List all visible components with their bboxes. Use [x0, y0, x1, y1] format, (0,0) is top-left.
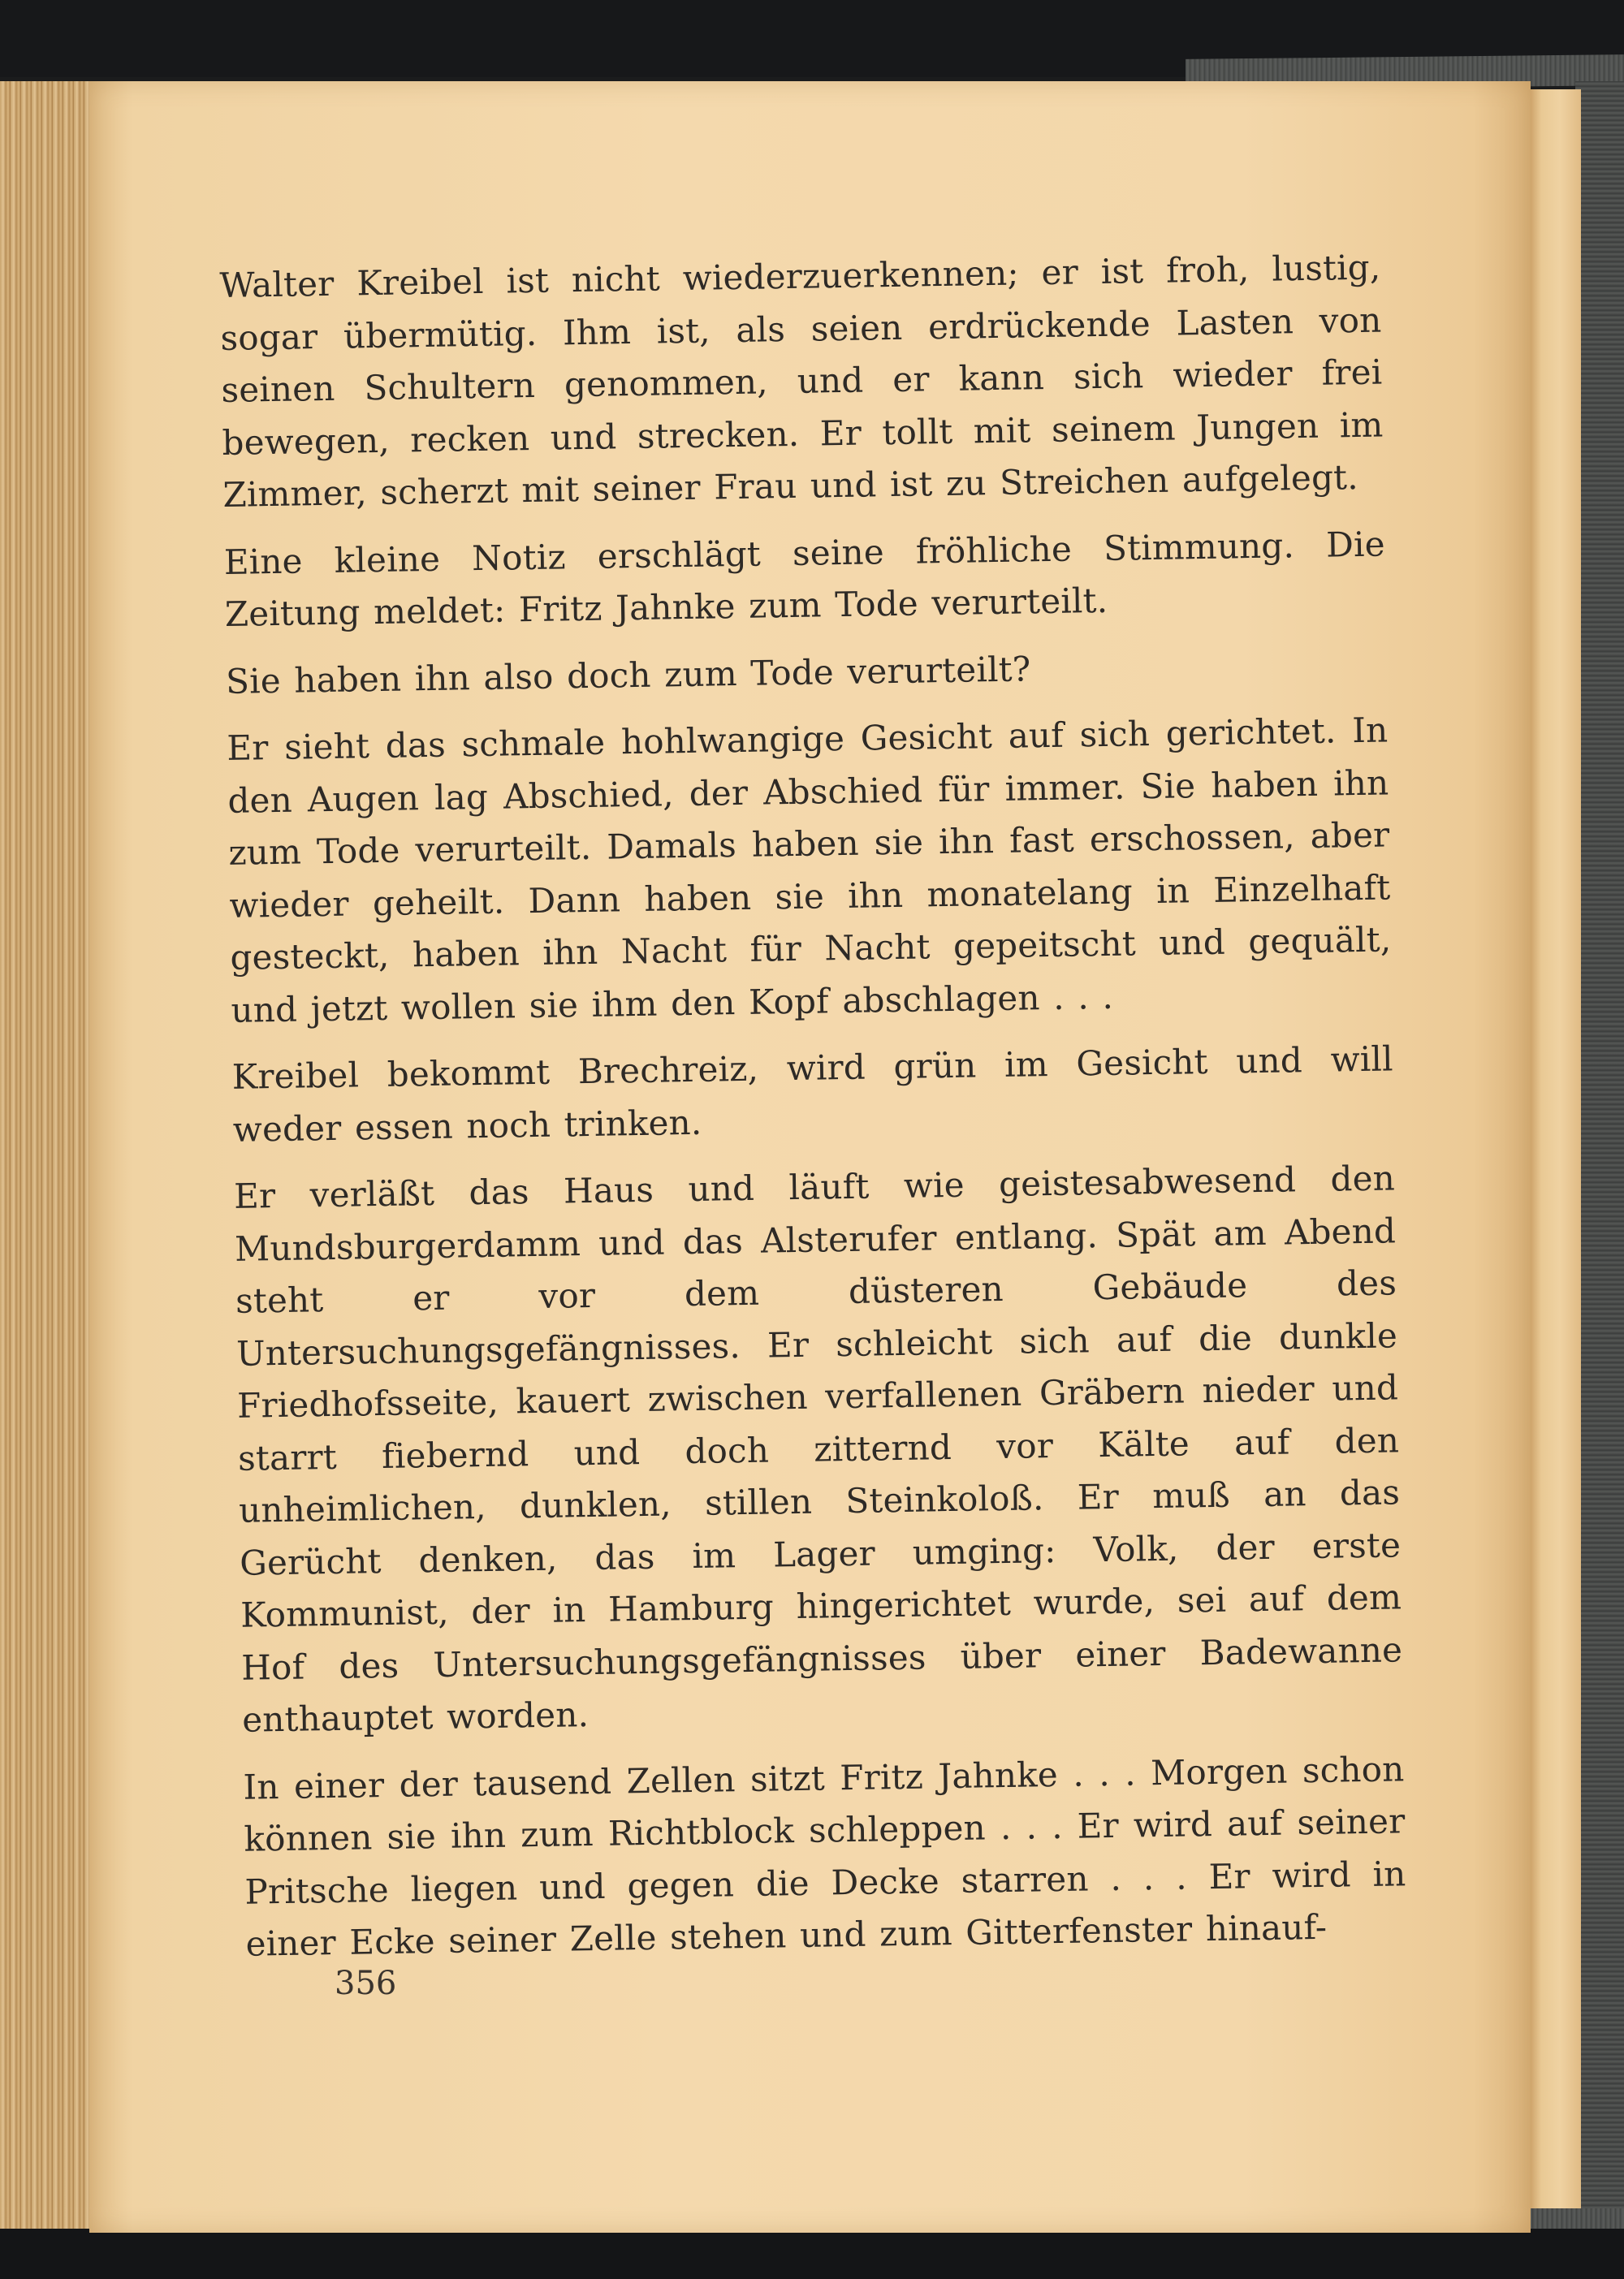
- paragraph: Er sieht das schmale hohlwangige Gesicht auf sich gerichtet. In den Augen lag Abschied, der Abschied für immer. Sie haben ihn zum Tode verurteilt. Damals haben sie ihn fast erschossen, aber wieder geheilt. Dann haben sie ihn monatelang in Einzelhaft gesteckt, haben ihn Nacht für Nacht gepeitscht und gequält, und jetzt wollen sie ihm den Kopf abschlagen . . .: [227, 710, 1392, 1030]
- paragraph: Kreibel bekommt Brechreiz, wird grün im Gesicht und will weder essen noch trinken.: [231, 1038, 1394, 1150]
- book-page-edges: [0, 81, 97, 2233]
- paragraph: In einer der tausend Zellen sitzt Fritz Jahnke . . . Morgen schon können sie ihn zum Richtblock schleppen . . . Er wird auf seiner Pritsche liegen und gegen die Decke starren . . . Er wird in einer Ecke seiner Zelle stehen und zum Gitterfenster hinauf-: [243, 1748, 1406, 1964]
- paragraph: Sie haben ihn also doch zum Tode verurteilt?: [225, 648, 1031, 701]
- scan-background-bottom: [0, 2229, 1624, 2279]
- paragraph: Er verläßt das Haus und läuft wie geistesabwesend den Mundsburgerdamm und das Alsterufer entlang. Spät am Abend steht er vor dem düsteren Gebäude des Untersuchungsgefängnisses. Er schleicht sich auf die dunkle Friedhofsseite, kauert zwischen verfallenen Gräbern nieder und starrt fiebernd und doch zitternd vor Kälte auf den unheimlichen, dunklen, stillen Steinkoloß. Er muß an das Gerücht denken, das im Lager umging: Volk, der erste Kommunist, der in Hamburg hingerichtet wurde, sei auf dem Hof des Untersuchungsgefängnisses über einer Badewanne enthauptet worden.: [233, 1158, 1403, 1740]
- page-number: 356: [335, 1965, 397, 2002]
- paragraph: Eine kleine Notiz erschlägt seine fröhliche Stimmung. Die Zeitung meldet: Fritz Jahnke zum Tode verurteilt.: [223, 523, 1386, 634]
- page-text: [219, 242, 1406, 1964]
- book-cover-cloth-right: [1575, 81, 1624, 2225]
- paragraph: Walter Kreibel ist nicht wiederzuerkennen; er ist froh, lustig, sogar übermütig. Ihm ist, als seien erdrückende Lasten von seinen Schultern genommen, und er kann sich wieder frei bewegen, recken und strecken. Er tollt mit seinem Jungen im Zimmer, scherzt mit seiner Frau und ist zu Streichen aufgelegt.: [219, 247, 1384, 515]
- next-page-edge: [1527, 89, 1581, 2221]
